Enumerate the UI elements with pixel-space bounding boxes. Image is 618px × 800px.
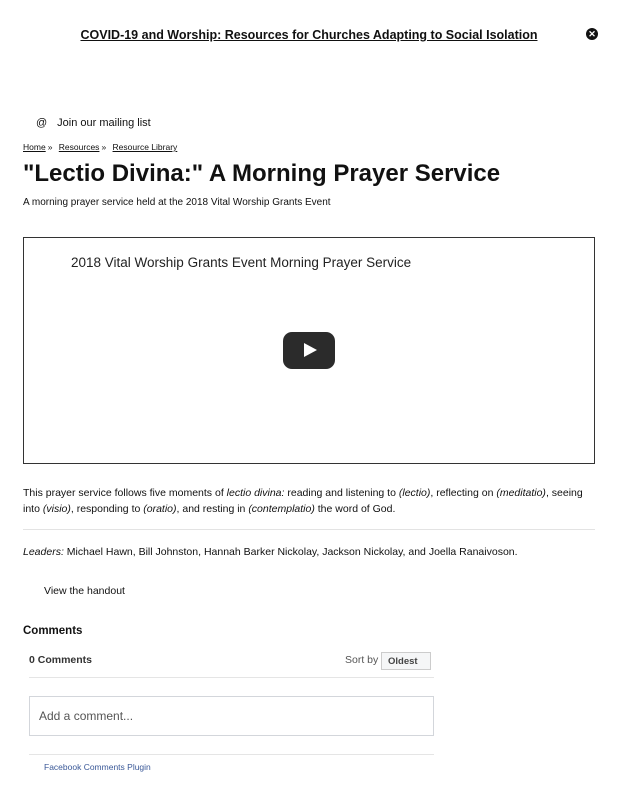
- breadcrumb-resource-library[interactable]: Resource Library: [112, 142, 178, 152]
- comments-divider: [29, 677, 434, 678]
- video-player[interactable]: [23, 237, 595, 464]
- view-handout-link[interactable]: View the handout: [44, 585, 125, 597]
- mailing-list-label: Join our mailing list: [57, 117, 151, 129]
- divider: [23, 529, 595, 530]
- play-icon[interactable]: [283, 332, 335, 369]
- video-title[interactable]: 2018 Vital Worship Grants Event Morning Prayer Service: [71, 255, 412, 270]
- breadcrumb: [23, 142, 177, 152]
- page-subtitle: A morning prayer service held at the 2018 Vital Worship Grants Event: [23, 197, 331, 208]
- close-icon[interactable]: ✕: [586, 28, 598, 40]
- service-description: This prayer service follows five moments of lectio divina: reading and listening to (lectio), reflecting on (meditatio), seeing into (visio), responding to (oratio), and resting in (contemplatio) the word of God.: [23, 487, 583, 515]
- comment-input[interactable]: Add a comment...: [29, 696, 434, 736]
- sort-by-label: Sort by: [345, 654, 379, 666]
- breadcrumb-home[interactable]: Home: [23, 142, 46, 152]
- leaders-names: Michael Hawn, Bill Johnston, Hannah Barker Nickolay, Jackson Nickolay, and Joella Ranaivoson.: [63, 546, 518, 558]
- breadcrumb-separator: »: [47, 142, 53, 152]
- facebook-plugin-link[interactable]: Facebook Comments Plugin: [44, 762, 151, 772]
- comments-heading: Comments: [23, 625, 83, 637]
- covid-banner-link[interactable]: COVID-19 and Worship: Resources for Churches Adapting to Social Isolation: [80, 28, 538, 42]
- leaders-line: [23, 546, 518, 558]
- breadcrumb-resources[interactable]: Resources: [58, 142, 100, 152]
- comment-count: 0 Comments: [29, 654, 93, 666]
- breadcrumb-separator: »: [101, 142, 107, 152]
- page-title: "Lectio Divina:" A Morning Prayer Service: [23, 160, 501, 187]
- comments-divider: [29, 754, 434, 755]
- sort-select[interactable]: Oldest: [381, 652, 431, 670]
- leaders-label: Leaders:: [23, 546, 64, 558]
- covid-banner: [0, 26, 618, 44]
- at-icon: @: [36, 117, 48, 129]
- mailing-list-link[interactable]: [36, 117, 151, 129]
